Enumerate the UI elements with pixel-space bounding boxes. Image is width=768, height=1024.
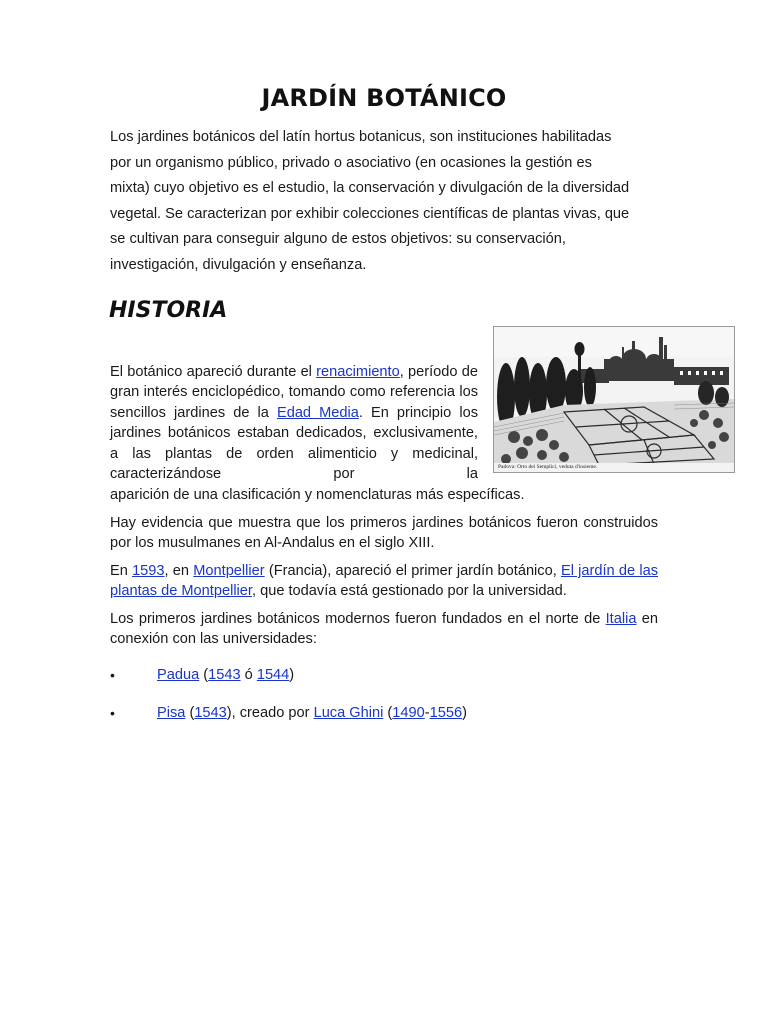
link-italia[interactable]: Italia [605,611,637,627]
text-run: ) [289,667,295,683]
link-montpellier[interactable]: Montpellier [193,563,265,579]
text-run: ( [185,705,195,721]
padua-garden-engraving [493,326,735,473]
text-run: En [110,563,133,579]
historia-paragraph-2: Hay evidencia que muestra que los primeros jardines botánicos fueron construidos por los musulmanes en Al-Andalus en el siglo XIII. [110,515,658,552]
text-run: , período de gran interés enciclopédico, tomando como referencia los sencillos jardines de la [110,364,478,421]
text-run: (Francia), apareció el primer jardín botánico, [264,563,561,579]
link-year-1543[interactable]: 1543 [194,705,227,721]
image-caption: Padova: Orto dei Semplici, veduta d'insieme. [498,464,598,470]
text-run: ó [240,667,257,683]
list-item-text [157,703,467,723]
text-run: - [424,705,430,721]
text-run: ( [383,705,393,721]
text-run: en conexión con las universidades: [110,611,658,648]
historia-paragraph-1 [110,362,478,484]
bullet-icon: • [110,667,115,683]
engraving-illustration [494,327,734,472]
text-run: Los primeros jardines botánicos modernos fueron fundados en el norte de [110,611,606,627]
link-year-1544[interactable]: 1544 [256,667,290,683]
historia-paragraph-4 [110,609,658,650]
section-heading-historia: HISTORIA [109,298,228,323]
link-year-1556[interactable]: 1556 [429,705,463,721]
intro-paragraph: Los jardines botánicos del latín hortus botanicus, son instituciones habilitadas por un organismo público, privado o asociativo (en ocasiones la gestión es mixta) cuyo objetivo es el estudio, la conservación y divulgación de la diversidad vegetal. Se caracterizan por exhibir colecciones científicas de plantas vivas, que se cultivan para conseguir alguno de estos objetivos: su conservación, investigación, divulgación y enseñanza. [110,129,630,273]
link-year-1543[interactable]: 1543 [208,667,241,683]
universities-list [110,665,658,741]
text-run: , en [164,563,194,579]
link-padua[interactable]: Padua [157,667,200,683]
link-pisa[interactable]: Pisa [157,705,186,721]
document-title: JARDÍN BOTÁNICO [261,84,507,112]
link-year-1490[interactable]: 1490 [392,705,425,721]
text-run: , que todavía está gestionado por la universidad. [251,583,567,600]
link-edad-media[interactable]: Edad Media [276,404,359,421]
text-run: ), creado por [226,705,314,721]
list-item [110,703,658,741]
bullet-icon: • [110,705,115,721]
text-run: . En principio los jardines botánicos estaban dedicados, exclusivamente, a las plantas de orden alimenticio y medicinal, caracterizándose por la [110,404,479,483]
list-item [110,665,658,703]
link-jardin-plantas-montpellier[interactable]: El jardín de las plantas de Montpellier [110,563,658,600]
link-luca-ghini[interactable]: Luca Ghini [313,705,384,721]
historia-paragraph-1-continuation: aparición de una clasificación y nomenclaturas más específicas. [110,487,525,503]
historia-paragraph-3 [110,561,658,602]
list-item-text [157,665,294,685]
text-run: El botánico apareció durante el [110,364,317,380]
link-renacimiento[interactable]: renacimiento [316,364,400,380]
text-run: ( [199,667,209,683]
link-1593[interactable]: 1593 [132,563,165,579]
text-run: ) [462,705,467,721]
